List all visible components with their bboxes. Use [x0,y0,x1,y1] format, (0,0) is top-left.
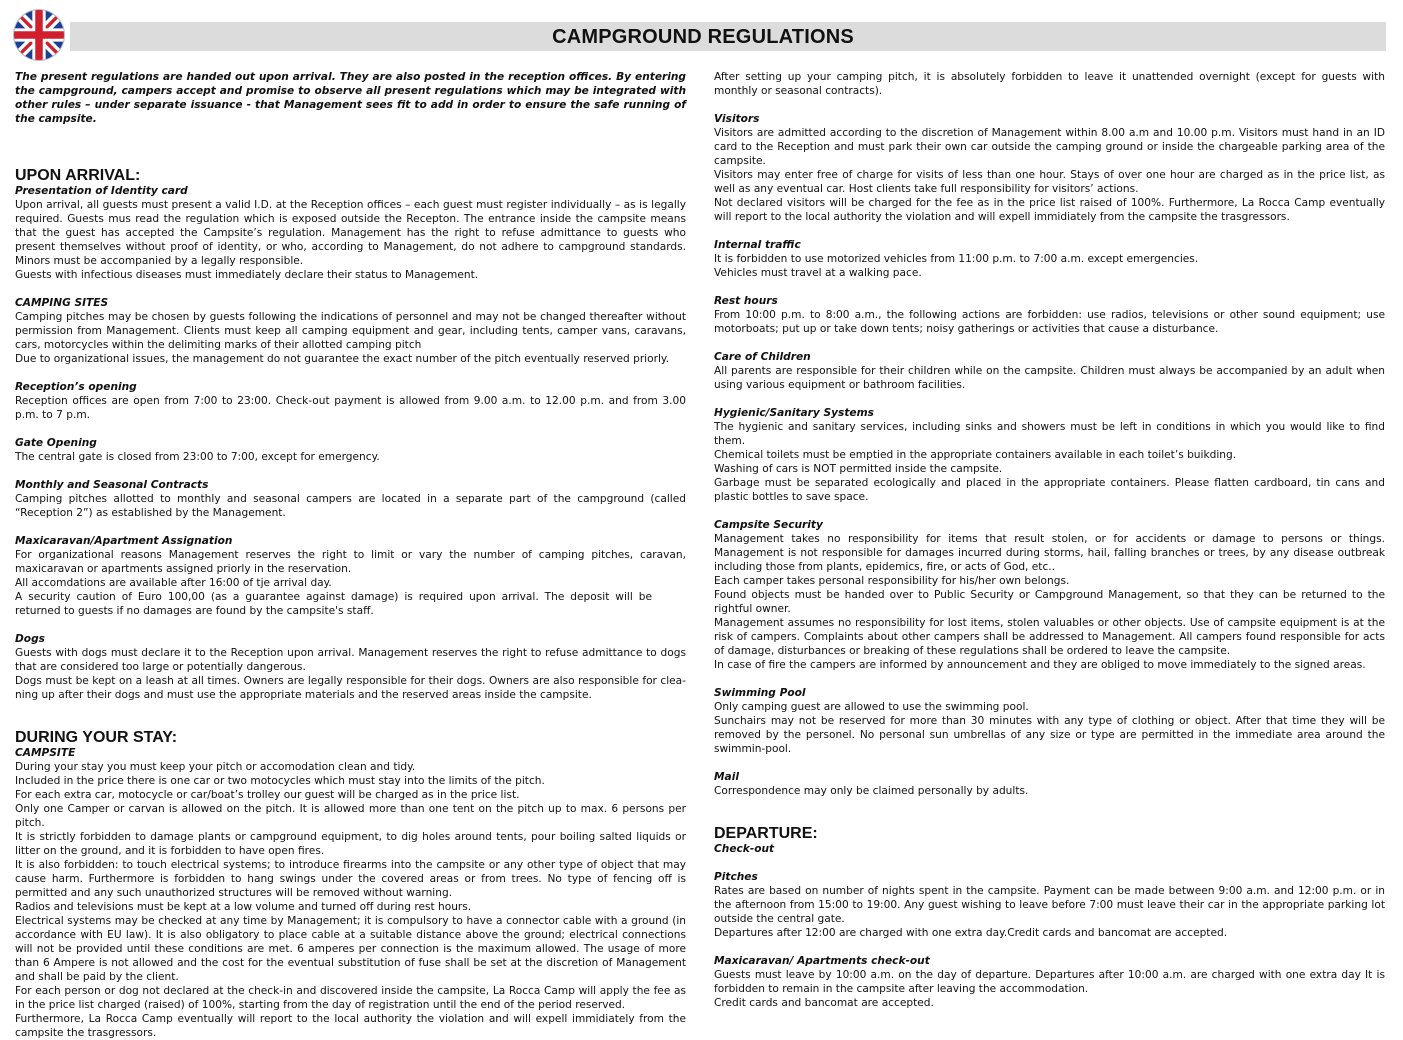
maxicaravan-section [15,534,686,618]
pool-section [714,686,1385,756]
intro-text: The present regulations are handed out upon arrival. They are also posted in the reception offices. By entering the campground, campers accept and promise to observe all present regulations which may be integrated with other rules – under separate issuance - that Management sees fit to add in order to ensure the safe running of the campsite. [15,71,686,125]
identity-paragraph: Guests with infectious diseases must immediately declare their status to Management. [15,269,479,281]
hygiene-paragraph: Chemical toilets must be emptied in the appropriate containers available in each toilet’s buikding. [714,449,1237,461]
campsite-paragraph-continued: After setting up your camping pitch, it is absolutely forbidden to leave it unattended overnight (except for guests with monthly or seasonal contracts). [714,71,1385,97]
traffic-title: Internal traffic [714,239,801,251]
maxicaravan-title: Maxicaravan/Apartment Assignation [15,535,233,547]
campsite-paragraph: For each extra car, motocycle or car/boat’s trolley our guest will be charged as in the price list. [15,789,520,801]
camping-sites-paragraph: Camping pitches may be chosen by guests following the indications of personnel and may not be changed thereafter without permission from Management. Clients must keep all camping equipment and gear, including tents, camper vans, caravans, cars, motorcycles within the delimiting marks of their allotted camping pitch [15,311,686,351]
pool-paragraph: Only camping guest are allowed to use the swimming pool. [714,701,1029,713]
gate-paragraph: The central gate is closed from 23:00 to 7:00, except for emergency. [15,451,380,463]
security-paragraph: In case of fire the campers are informed by announcement and they are obliged to move immediately to the signed areas. [714,659,1366,671]
campsite-paragraph: For each person or dog not declared at the check-in and discovered inside the campsite, La Rocca Camp will apply the fee as in the price list charged (raised) of 100%, starting from the day of registration until the end of the period reserved. [15,985,686,1011]
children-section [714,350,1385,392]
campsite-paragraph: Included in the price there is one car or two motocycles which must stay into the limits of the pitch. [15,775,545,787]
visitors-paragraph: Not declared visitors will be charged for the fee as in the price list raised of 100%. Furthermore, La Rocca Camp eventually will report to the local authority the violation and will expell immidiately from the campsite the trasgressors. [714,197,1385,223]
dogs-title: Dogs [15,633,45,645]
mail-title: Mail [714,771,739,783]
visitors-paragraph: Visitors may enter free of charge for visits of less than one hour. Stays of over one hour are charged as in the price list, as well as any eventual car. Host clients take full responsibility for visitors’ actions. [714,169,1385,195]
reception-paragraph: Reception offices are open from 7:00 to 23:00. Check-out payment is allowed from 9.00 a.m. to 12.00 p.m. and from 3.00 p.m. to 7 p.m. [15,395,686,421]
traffic-section [714,238,1385,280]
hygiene-paragraph: The hygienic and sanitary services, including sinks and showers must be left in conditions in which you would like to find them. [714,421,1385,447]
section-heading-arrival: UPON ARRIVAL: [15,167,141,184]
rest-hours-title: Rest hours [714,295,778,307]
contracts-title: Monthly and Seasonal Contracts [15,479,209,491]
maxicaravan-paragraph: All accomdations are available after 16:00 of tje arrival day. [15,577,332,589]
hygiene-section [714,406,1385,504]
campsite-paragraph: During your stay you must keep your pitch or accomodation clean and tidy. [15,761,416,773]
campsite-paragraph: It is also forbidden: to touch electrical systems; to introduce firearms into the campsite or any other type of object that may cause harm. Furthermore is forbidden to hang swings under the covered areas or from trees. No type of fencing off is permitted and any such unauthorized structures will be removed without warning. [15,859,686,899]
maxicaravan-paragraph: For organizational reasons Management reserves the right to limit or vary the number of camping pitches, caravan, maxicaravan or apartments assigned priorly in the reservation. [15,549,686,575]
checkout-section [714,842,1385,856]
maxi-checkout-section [714,954,1385,1010]
campsite-paragraph: Furthermore, La Rocca Camp eventually will report to the local authority the violation and will expell immidiately from the campsite the trasgressors. [15,1013,686,1039]
traffic-paragraph: Vehicles must travel at a walking pace. [714,267,922,279]
identity-title: Presentation of Identity card [15,185,188,197]
mail-paragraph: Correspondence may only be claimed personally by adults. [714,785,1029,797]
campsite-paragraph: Radios and televisions must be kept at a low volume and turned off during rest hours. [15,901,472,913]
contracts-section [15,478,686,520]
hygiene-paragraph: Garbage must be separated ecologically and placed in the appropriate containers. Please flatten cardboard, tin cans and plastic bottles to save space. [714,477,1385,503]
children-title: Care of Children [714,351,811,363]
security-paragraph: Each camper takes personal responsibility for his/her own belongs. [714,575,1070,587]
dogs-section [15,632,686,702]
campsite-paragraph: It is strictly forbidden to damage plants or campground equipment, to dig holes around tents, pour boiling salted liquids or litter on the ground, and it is forbidden to have open fires. [15,831,686,857]
gate-title: Gate Opening [15,437,97,449]
camping-sites-paragraph: Due to organizational issues, the management do not guarantee the exact number of the pitch eventually reserved priorly. [15,353,670,365]
identity-section [15,184,686,282]
maxicaravan-paragraph: A security caution of Euro 100,00 (as a guarantee against damage) is required upon arrival. The deposit will be returned to guests if no damages are found by the campsite's staff. [15,591,652,617]
pitches-paragraph: Departures after 12:00 are charged with one extra day.Credit cards and bancomat are accepted. [714,927,1228,939]
uk-flag-icon [14,10,64,60]
pitches-title: Pitches [714,871,758,883]
identity-paragraph: Upon arrival, all guests must present a valid I.D. at the Reception offices – each guest must register individually – as is legally required. Guests mus read the regulation which is exposed outside the Recepton. The entrance inside the campsite means that the guest has accepted the Campsite’s regulation. Management has the right to refuse admittance to guests who present themselves without proof of identity, or who, according to Management, do not adhere to campground standards. Minors must be accompanied by a legally responsible. [15,199,686,267]
maxi-checkout-paragraph: Guests must leave by 10:00 a.m. on the day of departure. Departures after 10:00 a.m. are charged with one extra day It is forbidden to remain in the campsite after leaving the accommodation. [714,969,1385,995]
pool-title: Swimming Pool [714,687,806,699]
hygiene-title: Hygienic/Sanitary Systems [714,407,874,419]
security-section [714,518,1385,672]
right-column [714,70,1385,1010]
section-heading-stay: DURING YOUR STAY: [15,729,178,746]
mail-section [714,770,1385,798]
rest-hours-section [714,294,1385,336]
security-paragraph: Found objects must be handed over to Public Security or Campground Management, so that they can be returned to the rightful owner. [714,589,1385,615]
dogs-paragraph: Guests with dogs must declare it to the Reception upon arrival. Management reserves the right to refuse admittance to dogs that are considered too large or potentially dangerous. [15,647,686,673]
rest-hours-paragraph: From 10:00 p.m. to 8:00 a.m., the following actions are forbidden: use radios, televisions or other sound equipment; use motorboats; put up or take down tents; noisy gatherings or activities that cause a disturbance. [714,309,1385,335]
pitches-section [714,870,1385,940]
contracts-paragraph: Camping pitches allotted to monthly and seasonal campers are located in a separate part of the campground (called “Reception 2”) as established by the Management. [15,493,686,519]
campsite-title: CAMPSITE [15,747,76,759]
pool-paragraph: Sunchairs may not be reserved for more than 30 minutes with any type of clothing or object. After that time they will be removed by the personel. No personal sun umbrellas of any size or type are permitted in the immediate area around the swimmin-pool. [714,715,1385,755]
visitors-title: Visitors [714,113,760,125]
pitches-paragraph: Rates are based on number of nights spent in the campsite. Payment can be made between 9:00 a.m. and 12:00 p.m. or in the afternoon from 15:00 to 19:00. Any guest wishing to leave before 7:00 must leave their car in the appropriate parking lot outside the central gate. [714,885,1385,925]
traffic-paragraph: It is forbidden to use motorized vehicles from 11:00 p.m. to 7:00 a.m. except emergencies. [714,253,1199,265]
camping-sites-section [15,296,686,366]
security-paragraph: Management assumes no responsibility for lost items, stolen valuables or other objects. Use of campsite equipment is at the risk of campers. Complaints about other campers shall be addressed to Management. All campers found responsible for acts of damage, disturbances or breaking of these regulations shall be ordered to leave the campsite. [714,617,1385,657]
hygiene-paragraph: Washing of cars is NOT permitted inside the campsite. [714,463,1003,475]
visitors-paragraph: Visitors are admitted according to the discretion of Management within 8.00 a.m and 10.00 p.m. Visitors must hand in an ID card to the Reception and must park their own car outside the camping ground or inside the chargeable parking area of the campsite. [714,127,1385,167]
visitors-section [714,112,1385,224]
camping-sites-title: CAMPING SITES [15,297,109,309]
section-heading-departure: DEPARTURE: [714,825,818,842]
reception-title: Reception’s opening [15,381,137,393]
dogs-paragraph: Dogs must be kept on a leash at all times. Owners are legally responsible for their dogs. Owners are also responsible for clea-ning up after their dogs and must use the appropriate materials and the reserved areas inside the campsite. [15,675,686,701]
checkout-title: Check-out [714,843,775,855]
campsite-paragraph: Electrical systems may be checked at any time by Management; it is compulsory to have a connector cable with a ground (in accordance with EU law). It is also obligatory to place cable at a suitable distance above the ground; electrical connections will not be provided until these conditions are met. 6 amperes per connection is the maximum allowed. The usage of more than 6 Ampere is not allowed and the cost for the eventual substitution of fuse shall be set at the discretion of Management and shall be paid by the client. [15,915,686,983]
page-title: CAMPGROUND REGULATIONS [552,26,854,48]
gate-section [15,436,686,464]
reception-section [15,380,686,422]
children-paragraph: All parents are responsible for their children while on the campsite. Children must always be accompanied by an adult when using various equipment or bathroom facilities. [714,365,1385,391]
campsite-section [15,746,686,1040]
security-paragraph: Management takes no responsibility for items that result stolen, or for accidents or damage to persons or things. Management is not responsible for damages incurred during storms, hail, falling branches or trees, by any disease outbreak including those from plants, epidemics, fire, or acts of God, etc.. [714,533,1385,573]
campsite-paragraph: Only one Camper or carvan is allowed on the pitch. It is allowed more than one tent on the pitch up to max. 6 persons per pitch. [15,803,686,829]
maxi-checkout-title: Maxicaravan/ Apartments check-out [714,955,930,967]
left-column [15,70,686,1040]
maxi-checkout-paragraph: Credit cards and bancomat are accepted. [714,997,934,1009]
security-title: Campsite Security [714,519,823,531]
